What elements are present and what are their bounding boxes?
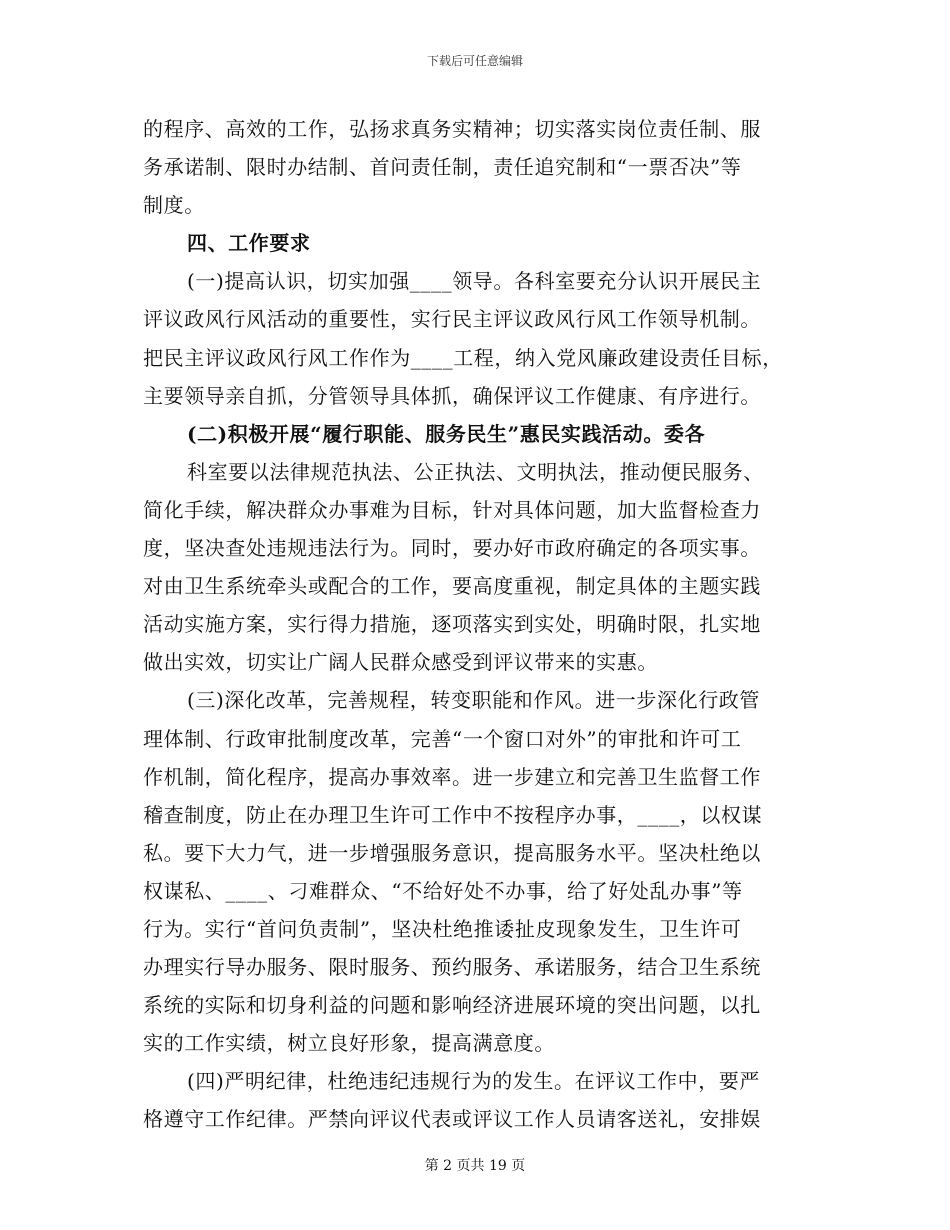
- subsection-heading: (二)积极开展“履行职能、服务民生”惠民实践活动。委各: [187, 421, 706, 446]
- text-line: 科室要以法律规范执法、公正执法、文明执法，推动便民服务、: [187, 459, 764, 484]
- text-line: 实的工作实绩，树立良好形象，提高满意度。: [143, 1031, 555, 1056]
- text-line: (三)深化改革，完善规程，转变职能和作风。进一步深化行政管: [187, 688, 761, 713]
- section-heading: 四、工作要求: [187, 231, 311, 256]
- page-header: 下载后可任意编辑: [426, 54, 523, 68]
- text-line: 系统的实际和切身利益的问题和影响经济进展环境的突出问题，以扎: [143, 993, 761, 1018]
- text-line: 权谋私、____、刁难群众、“不给好处不办事，给了好处乱办事”等: [143, 878, 743, 903]
- text-line: 务承诺制、限时办结制、首问责任制，责任追究制和“一票否决”等: [143, 155, 742, 180]
- text-line: 简化手续，解决群众办事难为目标，针对具体问题，加大监督检查力: [143, 497, 761, 522]
- text-line: 主要领导亲自抓，分管领导具体抓，确保评议工作健康、有序进行。: [143, 383, 761, 408]
- text-line: (四)严明纪律，杜绝违纪违规行为的发生。在评议工作中，要严: [187, 1069, 761, 1094]
- text-line: 格遵守工作纪律。严禁向评议代表或评议工作人员请客送礼，安排娱: [143, 1107, 761, 1132]
- page-footer: 第 2 页共 19 页: [424, 1158, 526, 1174]
- text-line: 行为。实行“首问负责制”，坚决杜绝推诿扯皮现象发生，卫生许可: [143, 916, 742, 941]
- text-line: 做出实效，切实让广阔人民群众感受到评议带来的实惠。: [143, 650, 658, 675]
- text-line: 作机制，简化程序，提高办事效率。进一步建立和完善卫生监督工作: [143, 764, 761, 789]
- document-body: [143, 110, 803, 1139]
- text-line: 稽查制度，防止在办理卫生许可工作中不按程序办事，____，以权谋: [143, 802, 763, 827]
- text-line: 对由卫生系统牵头或配合的工作，要高度重视，制定具体的主题实践: [143, 574, 761, 599]
- text-line: (一)提高认识，切实加强____领导。各科室要充分认识开展民主: [187, 269, 762, 294]
- text-line: 理体制、行政审批制度改革，完善“一个窗口对外”的审批和许可工: [143, 726, 742, 751]
- text-line: 的程序、高效的工作，弘扬求真务实精神；切实落实岗位责任制、服: [143, 117, 761, 141]
- text-line: 度，坚决查处违规违法行为。同时，要办好市政府确定的各项实事。: [143, 536, 761, 561]
- text-line: 活动实施方案，实行得力措施，逐项落实到实处，明确时限，扎实地: [143, 612, 761, 637]
- text-line: 评议政风行风活动的重要性，实行民主评议政风行风工作领导机制。: [143, 307, 761, 332]
- text-line: 私。要下大力气，进一步增强服务意识，提高服务水平。坚决杜绝以: [143, 840, 761, 865]
- text-line: 把民主评议政风行风工作作为____工程，纳入党风廉政建设责任目标，: [143, 345, 783, 370]
- text-line: 制度。: [143, 193, 205, 218]
- text-line: 办理实行导办服务、限时服务、预约服务、承诺服务，结合卫生系统: [143, 955, 761, 980]
